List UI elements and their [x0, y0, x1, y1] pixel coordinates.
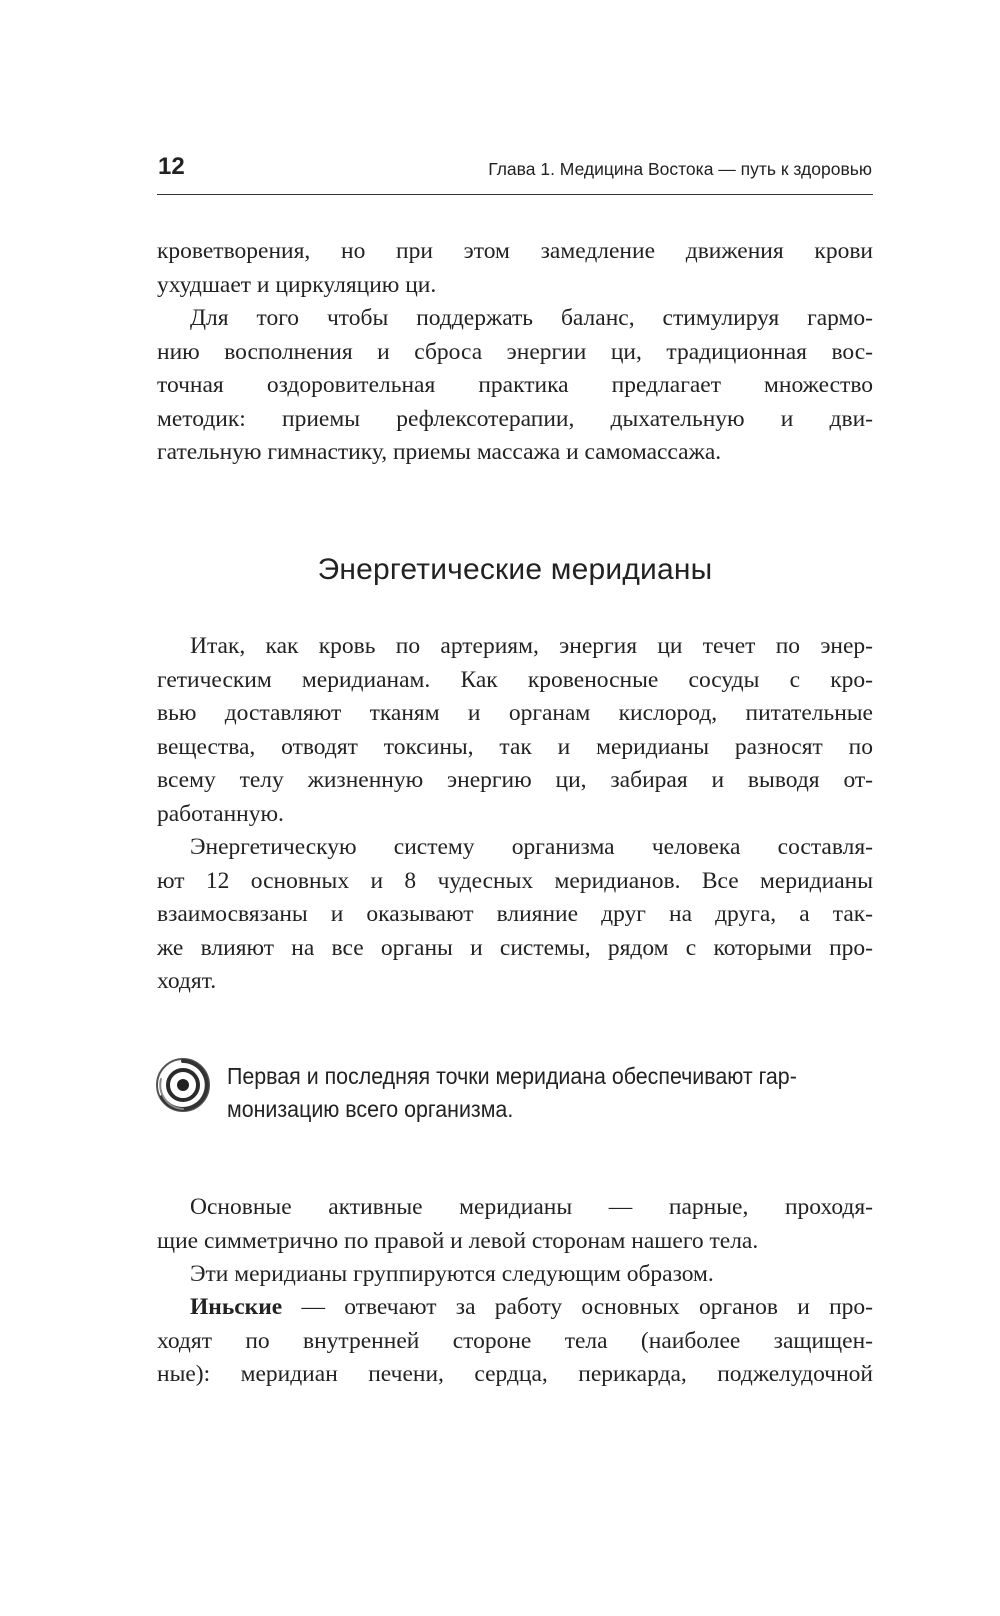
text-line: гательную гимнастику, приемы массажа и самомассажа.	[157, 439, 722, 465]
text-line: ходят.	[157, 968, 217, 994]
text-line: ют 12 основных и 8 чудесных меридианов. Все меридианы	[157, 867, 873, 894]
section-paragraph-2	[157, 831, 873, 999]
text-line: Основные активные меридианы — парные, проходя-	[190, 1194, 873, 1220]
text-line: ные): меридиан печени, сердца, перикарда, поджелудочной	[157, 1361, 873, 1387]
term-yin: Иньские	[190, 1294, 283, 1320]
text-line: ухудшает и циркуляцию ци.	[157, 271, 437, 298]
text-line: Итак, как кровь по артериям, энергия ци течет по энер-	[190, 633, 873, 659]
text-line: нию восполнения и сброса энергии ци, традиционная вос-	[157, 338, 873, 365]
text-line: методик: приемы рефлексотерапии, дыхательную и дви-	[157, 405, 873, 432]
lower-paragraph-2	[157, 1258, 873, 1292]
callout-line: монизацию всего организма.	[227, 1096, 514, 1122]
text-line: взаимосвязаны и оказывают влияние друг на друга, а так-	[157, 901, 873, 927]
text-line: Энергетическую систему организма человека составля-	[190, 834, 873, 860]
text-line	[157, 1291, 873, 1325]
callout-line: Первая и последняя точки меридиана обеспечивают гар-	[227, 1063, 797, 1089]
lower-paragraph-3	[157, 1291, 873, 1392]
section-paragraph-1	[157, 630, 873, 831]
target-icon	[155, 1057, 211, 1113]
text-line: работанную.	[157, 800, 284, 827]
text-line: вью доставляют тканям и органам кислород, питательные	[157, 700, 873, 726]
chapter-title: Глава 1. Медицина Востока — путь к здоровью	[488, 159, 872, 179]
text-line: Для того чтобы поддержать баланс, стимулируя гармо-	[190, 305, 873, 331]
text-line: гетическим меридианам. Как кровеносные сосуды с кро-	[157, 666, 873, 693]
page-number: 12	[158, 153, 185, 180]
text-line: Эти меридианы группируются следующим образом.	[190, 1261, 714, 1287]
intro-paragraph-1	[157, 235, 873, 302]
header-divider	[157, 194, 873, 195]
callout-note	[227, 1060, 873, 1126]
text-fragment: — отвечают за работу основных органов и про-	[282, 1294, 873, 1320]
text-line: же влияют на все органы и системы, рядом с которыми про-	[157, 934, 873, 961]
text-line: точная оздоровительная практика предлагает множество	[157, 372, 873, 398]
intro-paragraph-2	[157, 302, 873, 470]
text-line: щие симметрично по правой и левой сторонам нашего тела.	[157, 1227, 759, 1254]
lower-paragraph-1	[157, 1191, 873, 1258]
text-line: вещества, отводят токсины, так и меридианы разносят по	[157, 733, 873, 760]
section-title: Энергетические меридианы	[317, 553, 713, 586]
text-line: всему телу жизненную энергию ци, забирая и выводя от-	[157, 767, 873, 793]
text-line: кроветворения, но при этом замедление движения крови	[157, 238, 873, 264]
text-line: ходят по внутренней стороне тела (наиболее защищен-	[157, 1327, 873, 1354]
